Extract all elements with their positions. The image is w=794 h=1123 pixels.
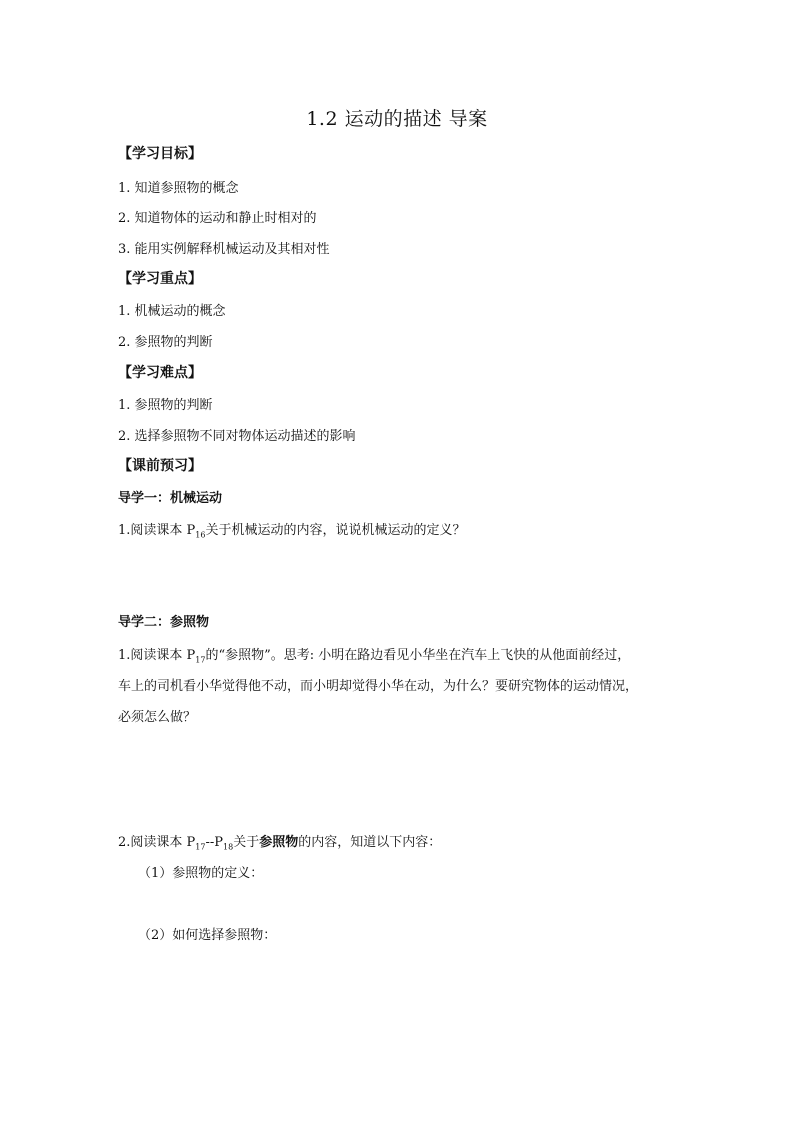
goal-item-3: 3. 能用实例解释机械运动及其相对性 <box>118 242 330 257</box>
guide1-question-1 <box>118 519 466 538</box>
guide2-q2-page-start: 17 <box>195 842 206 852</box>
guide2-q2-page-end: 18 <box>223 842 234 852</box>
heading-goals: 【学习目标】 <box>118 146 202 162</box>
page-title: 1.2 运动的描述 导案 <box>306 108 488 130</box>
guide2-q2-item-2: （2）如何选择参照物： <box>138 928 277 943</box>
guide2-q1-text: 的“参照物”。思考: 小明在路边看见小华坐在汽车上飞快的从他面前经过， <box>205 648 631 663</box>
guide2-q2-prefix: 2.阅读课本 P <box>118 835 196 850</box>
guide1-q1-text: 关于机械运动的内容，说说机械运动的定义？ <box>205 523 466 538</box>
guide2-q1-page: 17 <box>195 655 206 665</box>
key-point-item-2: 2. 参照物的判断 <box>118 335 213 350</box>
guide2-question-1-line-3: 必须怎么做？ <box>118 710 197 725</box>
difficulty-item-2: 2. 选择参照物不同对物体运动描述的影响 <box>118 429 356 444</box>
goal-item-2: 2. 知道物体的运动和静止时相对的 <box>118 211 317 226</box>
key-point-item-1: 1. 机械运动的概念 <box>118 304 226 319</box>
difficulty-item-1: 1. 参照物的判断 <box>118 398 213 413</box>
guide2-q2-text-b: 的内容，知道以下内容： <box>298 835 442 850</box>
heading-difficulties: 【学习难点】 <box>118 365 202 381</box>
guide2-q2-item-1: （1）参照物的定义： <box>138 866 264 881</box>
guide1-q1-page: 16 <box>195 530 206 540</box>
guide2-question-1-line-1 <box>118 644 630 663</box>
heading-key-points: 【学习重点】 <box>118 271 202 287</box>
heading-preview: 【课前预习】 <box>118 458 202 474</box>
guide2-heading: 导学二：参照物 <box>118 615 210 630</box>
goal-item-1: 1. 知道参照物的概念 <box>118 181 239 196</box>
guide2-question-1-line-2: 车上的司机看小华觉得他不动，而小明却觉得小华在动，为什么？要研究物体的运动情况， <box>118 679 639 694</box>
guide2-q2-dash: --P <box>205 835 224 850</box>
guide2-q2-text-a: 关于 <box>233 835 260 850</box>
guide2-q1-prefix: 1.阅读课本 P <box>118 648 196 663</box>
guide1-heading: 导学一：机械运动 <box>118 491 223 506</box>
guide1-q1-prefix: 1.阅读课本 P <box>118 523 196 538</box>
guide2-q2-bold-term: 参照物 <box>259 835 299 850</box>
guide2-question-2 <box>118 831 441 850</box>
